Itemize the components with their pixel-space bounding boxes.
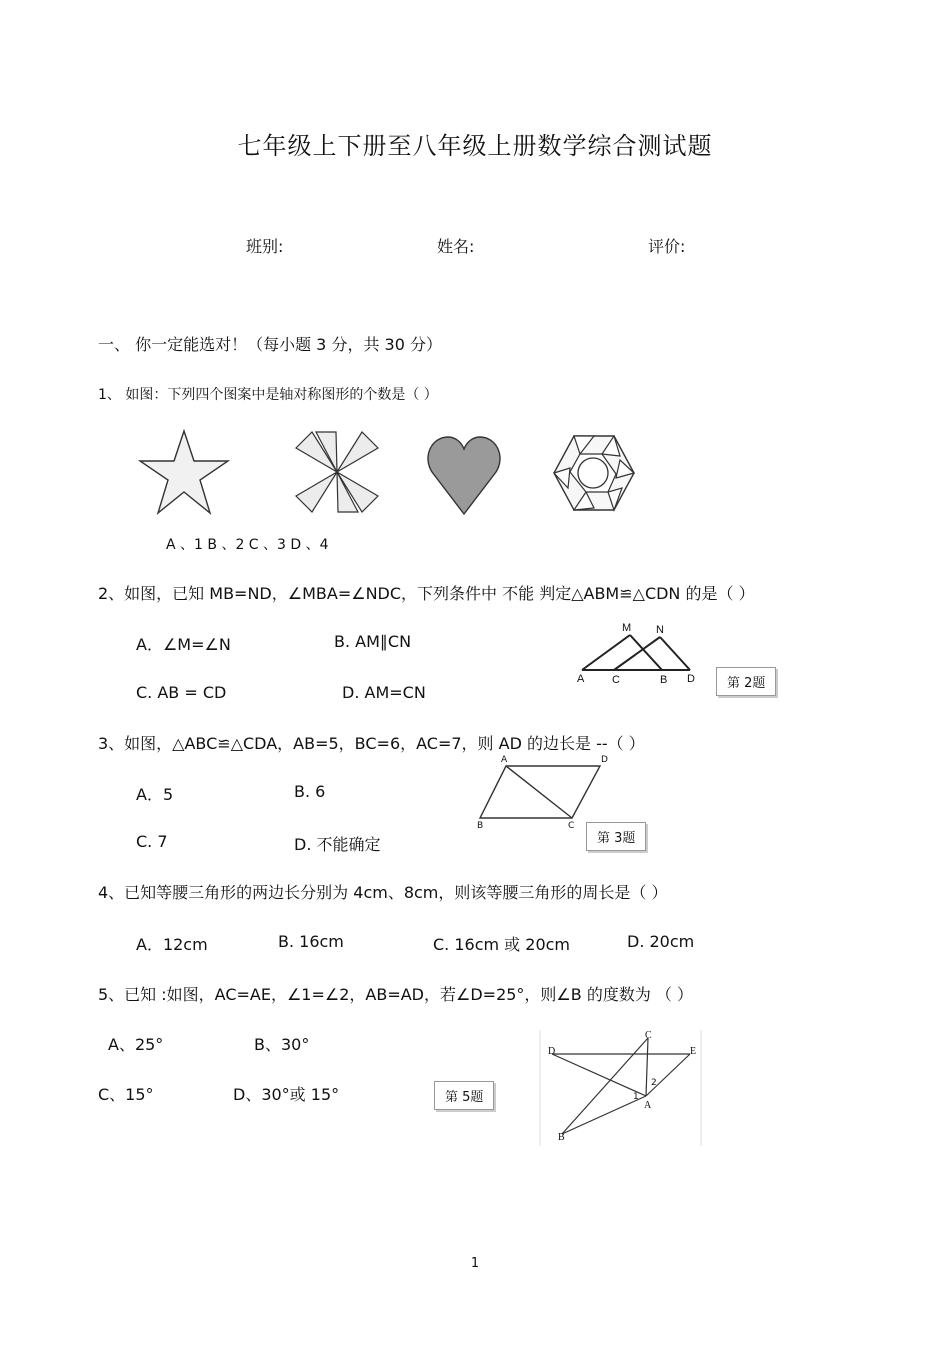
question-1-options: A 、1 B 、2 C 、3 D 、4 [166,537,329,553]
question-4-option-c: C. 16cm 或 20cm [433,935,571,954]
question-1-text: 1、 如图：下列四个图案中是轴对称图形的个数是（ ） [98,387,438,403]
heart-figure [426,434,502,516]
question-2-option-b: B. AM∥CN [334,632,412,651]
question-4-text: 4、已知等腰三角形的两边长分别为 4cm、8cm，则该等腰三角形的周长是（ ） [98,883,668,902]
question-3-diagram [476,760,606,822]
class-label: 班别: [246,237,284,256]
question-3-figure-tag: 第 3题 [586,822,646,851]
q3-label-d: D [601,755,608,765]
question-5-option-c: C、15° [98,1085,154,1104]
q2-label-c: C [612,674,620,686]
question-2-option-c: C. AB = CD [136,683,227,702]
q5-label-c: C [645,1030,652,1041]
q3-label-a: A [501,755,508,765]
page-number: 1 [470,1256,480,1271]
q2-label-n: N [656,624,664,636]
question-5-option-d: D、30°或 15° [233,1085,340,1104]
question-2-option-a: A．∠M=∠N [136,635,231,654]
question-2-option-d: D. AM=CN [342,683,426,702]
section-heading: 一、 你一定能选对！（每小题 3 分，共 30 分） [98,335,442,354]
question-5-option-a: A、25° [108,1035,164,1054]
question-3-option-c: C. 7 [136,832,168,851]
q5-label-e: E [690,1046,697,1057]
q2-label-a: A [577,673,585,685]
q3-label-b: B [477,821,484,831]
question-4-option-b: B. 16cm [278,932,344,951]
q5-label-a: A [644,1100,652,1111]
question-4-option-d: D. 20cm [627,932,695,951]
question-2-text: 2、如图，已知 MB=ND，∠MBA=∠NDC，下列条件中 不能 判定△ABM≌△CDN 的是（ ） [98,584,755,603]
page-title: 七年级上下册至八年级上册数学综合测试题 [237,132,713,160]
q5-label-d: D [548,1046,556,1057]
question-3-option-d: D. 不能确定 [294,835,381,854]
q2-label-b: B [660,674,668,686]
hexagon-figure [550,432,638,514]
question-2-figure-tag: 第 2题 [716,667,776,696]
question-2-diagram [578,625,698,685]
name-label: 姓名: [437,237,475,256]
question-5-text: 5、已知 :如图，AC=AE，∠1=∠2，AB=AD，若∠D=25°，则∠B 的度数为 （ ） [98,985,694,1004]
score-label: 评价: [648,237,686,256]
question-4-option-a: A．12cm [136,935,208,954]
q2-label-m: M [622,622,632,634]
question-3-text: 3、如图，△ABC≌△CDA，AB=5，BC=6，AC=7，则 AD 的边长是 --（ ） [98,734,645,753]
question-3-option-a: A．5 [136,785,174,804]
q5-label-angle-2: 2 [651,1078,657,1088]
q2-label-d: D [687,673,695,685]
question-5-figure-tag: 第 5题 [434,1081,494,1110]
question-3-option-b: B. 6 [294,782,326,801]
question-5-option-b: B、30° [254,1035,310,1054]
star-figure [136,428,232,516]
pinwheel-figure [292,428,382,516]
q3-label-c: C [568,821,575,831]
q5-label-angle-1: 1 [633,1092,639,1102]
question-5-diagram [538,1030,704,1146]
q5-label-b: B [558,1132,565,1143]
